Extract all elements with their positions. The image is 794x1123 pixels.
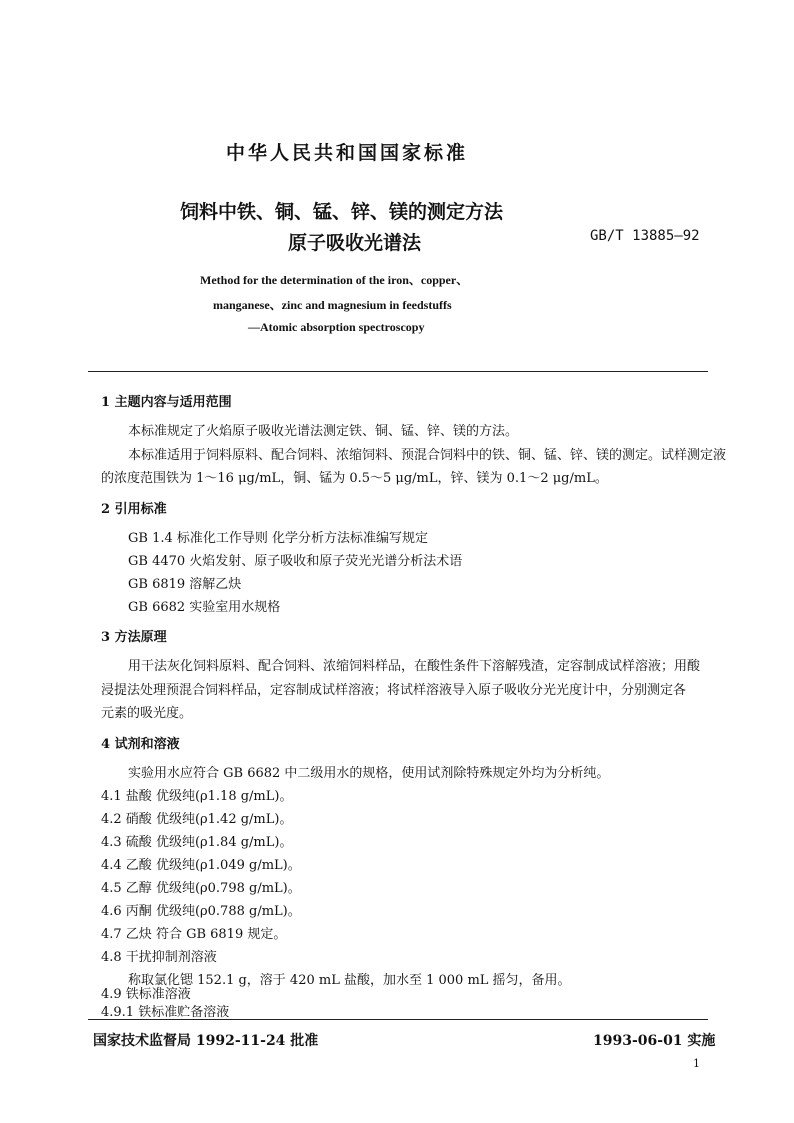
reagent-item: 4.4 乙酸 优级纯(ρ1.049 g/mL)。: [101, 858, 301, 873]
section-4-intro: 实验用水应符合 GB 6682 中二级用水的规格，使用试剂除特殊规定外均为分析纯。: [128, 766, 610, 781]
reagent-item-4-9: 4.9 铁标准溶液: [101, 987, 191, 1002]
section-2-heading: 2 引用标准: [101, 502, 167, 517]
section-1-paragraph-2b: 的浓度范围铁为 1～16 μg/mL，铜、锰为 0.5～5 μg/mL，锌、镁为 0.1～2 μg/mL。: [101, 471, 608, 486]
section-3-paragraph-a: 用干法灰化饲料原料、配合饲料、浓缩饲料样品，在酸性条件下溶解残渣，定容制成试样溶液；用酸: [128, 659, 701, 674]
section-3-paragraph-b: 浸提法处理预混合饲料样品，定容制成试样溶液；将试样溶液导入原子吸收分光光度计中，分别测定各: [101, 683, 687, 698]
section-1-paragraph-2a: 本标准适用于饲料原料、配合饲料、浓缩饲料、预混合饲料中的铁、铜、锰、锌、镁的测定。试样测定液: [128, 448, 727, 463]
footer-divider: [88, 1019, 708, 1020]
effective-date: 1993-06-01 实施: [593, 1033, 716, 1049]
title-cn-line2: 原子吸收光谱法: [288, 232, 422, 254]
nation-standard-heading: 中华人民共和国国家标准: [226, 142, 469, 164]
reagent-item: 4.5 乙醇 优级纯(ρ0.798 g/mL)。: [101, 881, 301, 896]
header-divider: [88, 371, 708, 372]
reagent-item: 4.1 盐酸 优级纯(ρ1.18 g/mL)。: [101, 789, 293, 804]
reagent-item: 4.3 硫酸 优级纯(ρ1.84 g/mL)。: [101, 835, 293, 850]
reference-item: GB 1.4 标准化工作导则 化学分析方法标准编写规定: [128, 531, 429, 546]
reagent-item: 4.6 丙酮 优级纯(ρ0.788 g/mL)。: [101, 904, 301, 919]
reagent-item: 4.2 硝酸 优级纯(ρ1.42 g/mL)。: [101, 812, 293, 827]
approval-line: 国家技术监督局 1992-11-24 批准: [93, 1033, 319, 1049]
section-3-heading: 3 方法原理: [101, 630, 167, 645]
reference-item: GB 6682 实验室用水规格: [128, 600, 281, 615]
reagent-item: 4.7 乙炔 符合 GB 6819 规定。: [101, 927, 287, 942]
title-cn-line1: 饲料中铁、铜、锰、锌、镁的测定方法: [180, 201, 504, 223]
reagent-item-4-8-text: 称取氯化锶 152.1 g，溶于 420 mL 盐酸，加水至 1 000 mL 摇匀，备用。: [128, 973, 571, 988]
section-1-paragraph-1: 本标准规定了火焰原子吸收光谱法测定铁、铜、锰、锌、镁的方法。: [128, 424, 519, 439]
title-en-line2: manganese、zinc and magnesium in feedstuffs: [213, 298, 452, 312]
title-en-line1: Method for the determination of the iron、copper、: [200, 273, 469, 287]
reagent-item: 4.8 干扰抑制剂溶液: [101, 950, 217, 965]
page-number: 1: [693, 1057, 700, 1070]
standard-code: GB/T 13885—92: [590, 228, 700, 244]
reference-item: GB 6819 溶解乙炔: [128, 577, 242, 592]
title-en-line3: —Atomic absorption spectroscopy: [248, 320, 425, 334]
section-4-heading: 4 试剂和溶液: [101, 737, 180, 752]
section-3-paragraph-c: 元素的吸光度。: [101, 706, 193, 721]
reagent-item-4-9-1: 4.9.1 铁标准贮备溶液: [101, 1005, 230, 1020]
section-1-heading: 1 主题内容与适用范围: [101, 395, 232, 410]
reference-item: GB 4470 火焰发射、原子吸收和原子荧光光谱分析法术语: [128, 554, 463, 569]
